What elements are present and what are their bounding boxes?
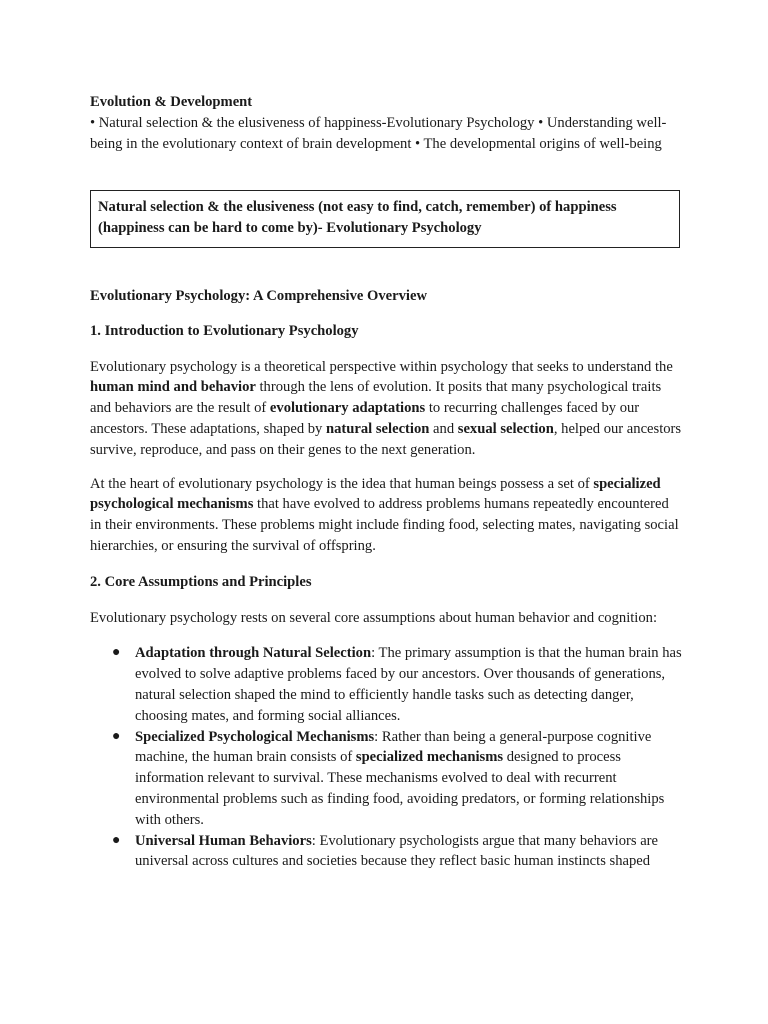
text-run: At the heart of evolutionary psychology is the idea that human beings possess a set of [90, 475, 594, 492]
bullet-icon: ● [112, 728, 121, 744]
list-item [90, 831, 682, 873]
section-2-heading: 2. Core Assumptions and Principles [90, 573, 312, 590]
bold-term: specialized mechanisms [355, 749, 504, 766]
bold-term: Specialized Psychological Mechanisms [135, 728, 375, 745]
text-run: to recurring challenges faced by our ancestors. These adaptations, shaped by [90, 400, 640, 437]
bold-term: Universal Human Behaviors [135, 832, 312, 849]
bold-term: human mind and behavior [90, 379, 256, 396]
text-run: : Evolutionary psychologists argue that many behaviors are universal across cultures and societies because they reflect basic human instincts shaped [135, 832, 659, 870]
bold-term: natural selection [326, 420, 430, 437]
text-run: through the lens of evolution. It posits that many psychological traits and behaviors are the result of [90, 379, 662, 417]
bullet-icon: ● [112, 645, 121, 661]
intro-paragraph: • Natural selection & the elusiveness of happiness-Evolutionary Psychology • Understanding well-being in the evolutionary context of brain development • The developmental origins of well-being [90, 114, 667, 152]
assumptions-list [90, 643, 682, 872]
text-run: , helped our ancestors survive, reproduce, and pass on their genes to the next generation. [90, 420, 682, 458]
document-title: Evolution & Development [90, 94, 253, 110]
callout-box: Natural selection & the elusiveness (not easy to find, catch, remember) of happiness (happiness can be hard to come by)- Evolutionary Psychology [90, 190, 680, 248]
section-1-paragraph-1 [90, 357, 682, 461]
section-2-intro: Evolutionary psychology rests on several core assumptions about human behavior and cognition: [90, 609, 658, 626]
section-1-heading: 1. Introduction to Evolutionary Psychology [90, 322, 359, 339]
bold-term: specialized psychological mechanisms [90, 475, 661, 513]
bullet-icon: ● [112, 832, 121, 848]
bold-term: evolutionary adaptations [269, 400, 426, 417]
bold-term: sexual selection [457, 420, 554, 437]
text-run: : The primary assumption is that the human brain has evolved to solve adaptive problems faced by our ancestors. Over thousands of generations, natural selection shaped the mind to efficiently handle tasks such as detecting danger, choosing mates, and forming social alliances. [135, 645, 682, 724]
document-page [90, 92, 682, 872]
text-run: and [429, 420, 458, 437]
list-item [90, 643, 682, 726]
text-run: Evolutionary psychology is a theoretical perspective within psychology that seeks to understand the [90, 358, 673, 375]
text-run: : Rather than being a general-purpose cognitive machine, the human brain consists of [135, 728, 652, 766]
text-run: that have evolved to address problems humans repeatedly encountered in their environments. These problems might include finding food, selecting mates, navigating social hierarchies, or ensuring the survival of offspring. [90, 496, 679, 554]
bold-term: Adaptation through Natural Selection [135, 645, 372, 662]
text-run: designed to process information relevant to survival. These mechanisms evolved to deal with recurrent environmental problems such as finding food, avoiding predators, or forming relationships with others. [135, 749, 665, 828]
section-1-paragraph-2 [90, 474, 682, 557]
list-item [90, 727, 682, 831]
overview-heading: Evolutionary Psychology: A Comprehensive Overview [90, 287, 427, 304]
